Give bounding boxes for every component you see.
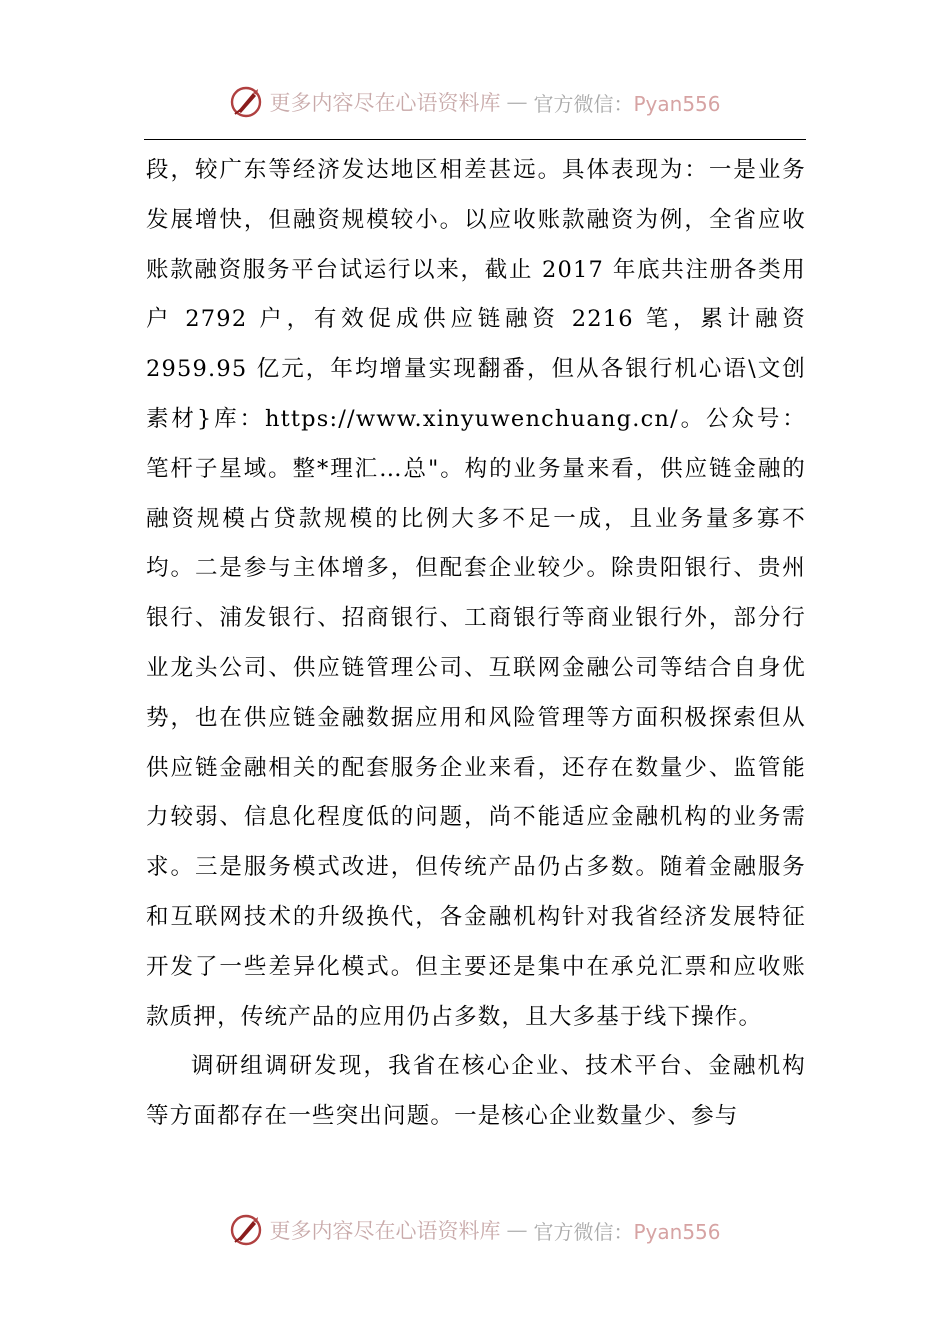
header-separator: — [506,90,528,114]
body-paragraph-1: 段，较广东等经济发达地区相差甚远。具体表现为：一是业务发展增快，但融资规模较小。以应收账款融资为例，全省应收账款融资服务平台试运行以来，截止 2017 年底共注册各类用户 2792 户，有效促成供应链融资 2216 笔，累计融资 2959.95 亿元，年均增量实现翻番，但从各银行机心语\文创素材}库：https://www.xinyuwenchuang.cn/。公众号：笔杆子星域。整*理汇…总"。构的业务量来看，供应链金融的融资规模占贷款规模的比例大多不足一成，且业务量多寡不均。二是参与主体增多，但配套企业较少。除贵阳银行、贵州银行、浦发银行、招商银行、工商银行等商业银行外，部分行业龙头公司、供应链管理公司、互联网金融公司等结合自身优势，也在供应链金融数据应用和风险管理等方面积极探索但从供应链金融相关的配套服务企业来看，还存在数量少、监管能力较弱、信息化程度低的问题，尚不能适应金融机构的业务需求。三是服务模式改进，但传统产品仍占多数。随着金融服务和互联网技术的升级换代，各金融机构针对我省经济发展特征开发了一些差异化模式。但主要还是集中在承兑汇票和应收账款质押，传统产品的应用仍占多数，且大多基于线下操作。 [146,157,806,1030]
footer-brand-text: 更多内容尽在心语资料库 [269,1219,501,1243]
body-paragraph-2: 调研组调研发现，我省在核心企业、技术平台、金融机构等方面都存在一些突出问题。一是核心企业数量少、参与 [146,1053,806,1130]
quill-pen-circle-icon [229,1213,263,1247]
quill-pen-circle-icon [229,85,263,119]
header-wechat-id: Pyan556 [633,91,721,116]
footer-banner [0,1210,950,1250]
header-brand-text: 更多内容尽在心语资料库 [269,91,501,115]
header-divider [144,139,806,140]
footer-wechat-id: Pyan556 [633,1219,721,1244]
header-wechat [533,88,720,117]
footer-wechat [533,1216,720,1245]
header-wechat-label: 官方微信： [533,91,634,116]
footer-separator: — [506,1218,528,1242]
header-banner [0,82,950,122]
footer-wechat-label: 官方微信： [533,1219,634,1244]
document-body [146,146,806,1142]
